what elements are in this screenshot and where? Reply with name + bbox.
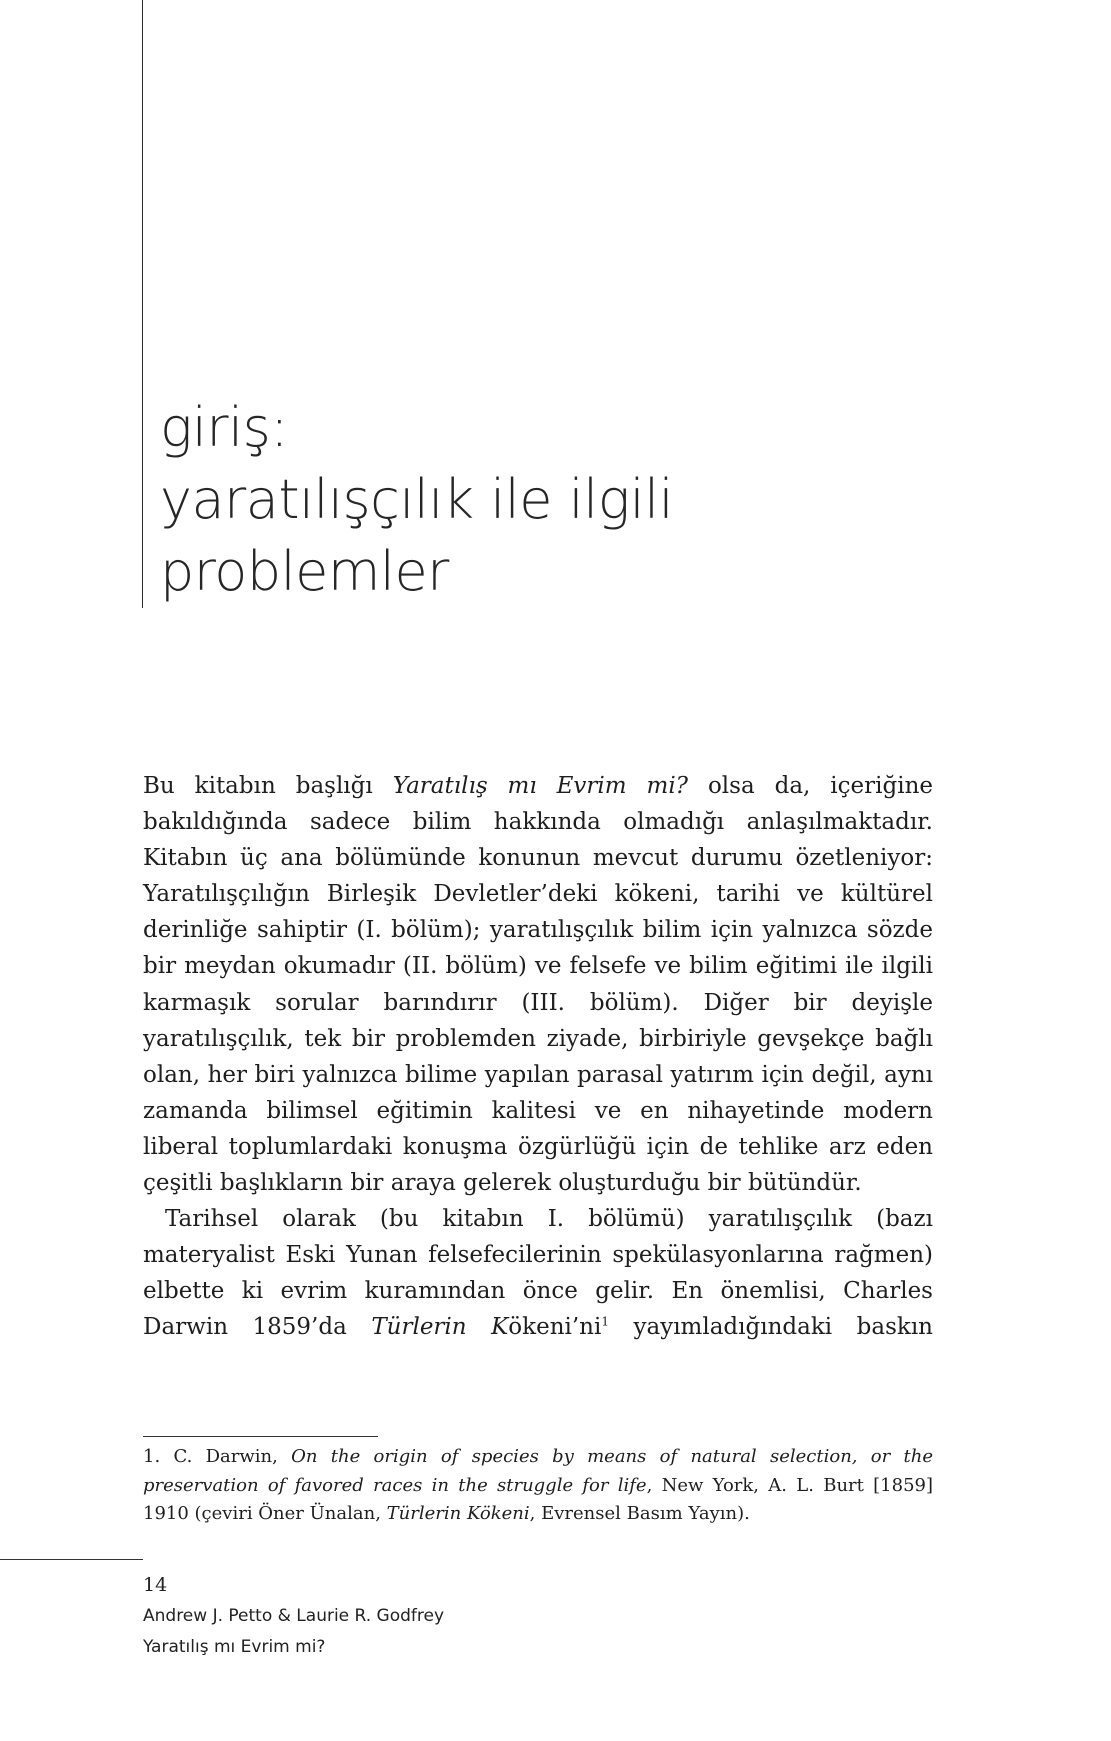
footnote-1 [143,1443,933,1529]
p2-book-title-italic: Türlerin K [371,1314,509,1341]
chapter-title [160,392,1060,608]
chapter-title-line-3: problemler [160,540,449,603]
footnote-rule [143,1436,378,1437]
footnote-citation-end: , Evrensel Basım Yayın). [529,1503,750,1524]
p1-text-start: Bu kitabın başlığı [143,773,393,799]
chapter-title-line-2: yaratılışçılık ile ilgili [160,468,674,531]
body-paragraph-1 [143,768,933,1201]
footnote-publisher: , New York, A. L. Burt [1859] 1910 (çeviri Öner Ünalan, [143,1474,933,1524]
chapter-vertical-rule [142,0,143,608]
page-number: 14 [143,1574,168,1596]
body-text [143,768,933,1346]
p2-text-start: Tarihsel olarak (bu kitabın I. bölümü) yaratılışçılık (bazı materyalist Eski Yunan felsefecilerinin spekülasyonlarına rağmen) elbette ki evrim kuramından önce gelir. En önemlisi, Charles Darwin 1859’da [143,1206,933,1341]
footer-rule [0,1559,143,1560]
running-footer-authors: Andrew J. Petto & Laurie R. Godfrey [143,1606,445,1626]
body-paragraph-2 [143,1201,933,1345]
footnote-ref-1: 1 [601,1314,609,1329]
footnote-translation-title: Türlerin Kökeni [386,1503,530,1524]
p2-book-title-rest: ökeni’ni [508,1314,602,1341]
footnote-citation-start: 1. C. Darwin, [143,1446,292,1467]
p1-text-rest: olsa da, içeriğine bakıldığında sadece bilim hakkında olmadığı anlaşılmaktadır. Kitabın üç ana bölümünde konunun mevcut durumu özetleniyor: Yaratılışçılığın Birleşik Devletler’deki kökeni, tarihi ve kültürel derinliğe sahiptir (I. bölüm); yaratılışçılık bilim için yalnızca sözde bir meydan okumadır (II. bölüm) ve felsefe ve bilim eğitimi ile ilgili karmaşık sorular barındırır (III. bölüm). Diğer bir deyişle yaratılışçılık, tek bir problemden ziyade, birbiriyle gevşekçe bağlı olan, her biri yalnızca bilime yapılan parasal yatırım için değil, aynı zamanda bilimsel eğitimin kalitesi ve en nihayetinde modern liberal toplumlardaki konuşma özgürlüğü için de tehlike arz eden çeşitli başlıkların bir araya gelerek oluşturduğu bir bütündür. [143,773,933,1197]
footnote-darwin-title: On the origin of species by means of natural selection, or the preservation of favored races in the struggle for life [143,1446,933,1496]
p2-text-end: yayımladığındaki baskın [608,1314,933,1341]
running-footer-book-title: Yaratılış mı Evrim mi? [143,1637,326,1657]
chapter-title-line-1: giriş: [160,396,288,459]
p1-book-title: Yaratılış mı Evrim mi? [392,773,689,799]
